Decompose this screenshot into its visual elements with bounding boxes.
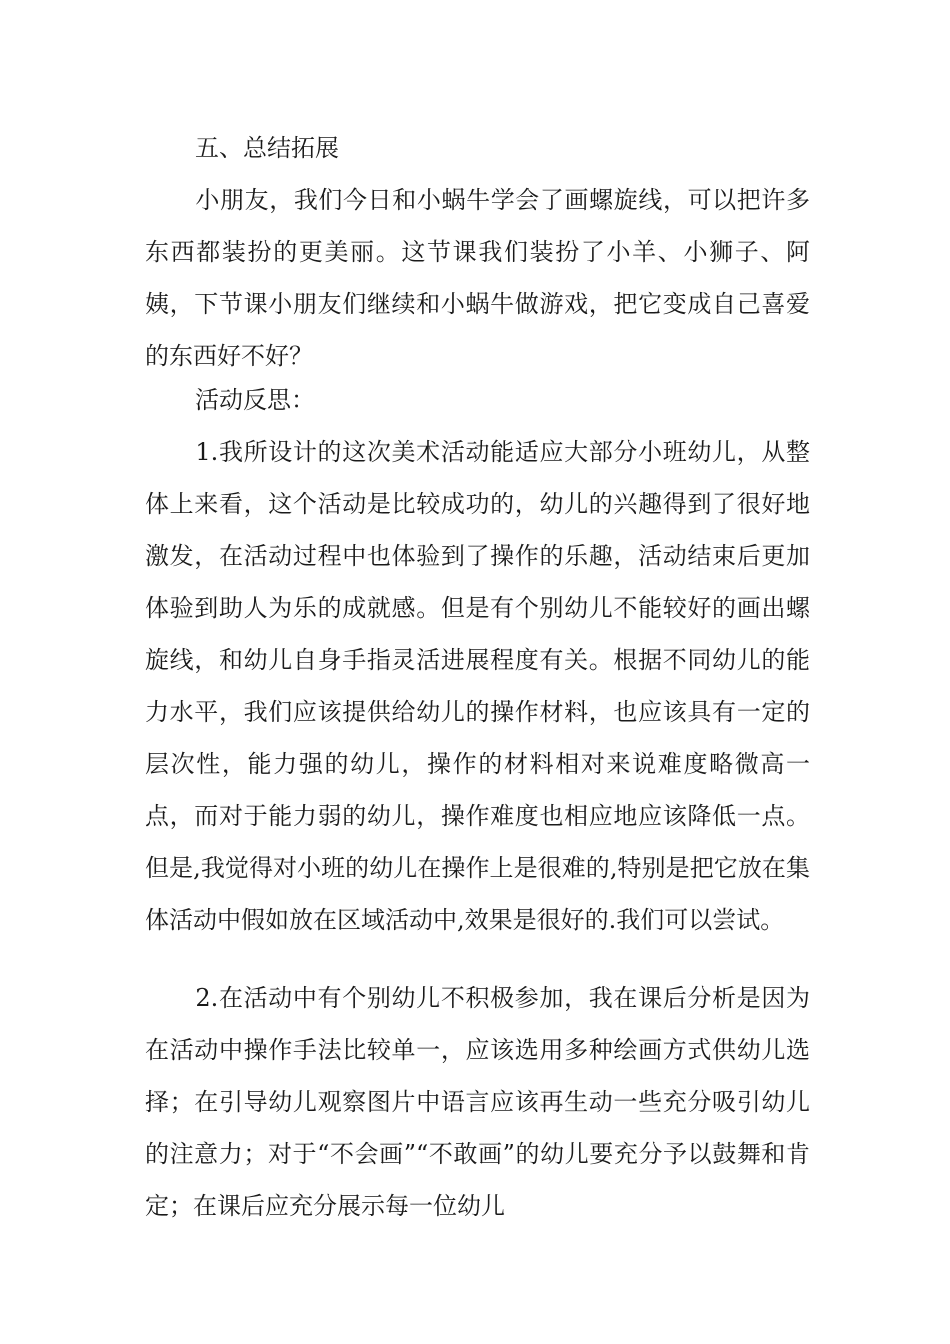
section-heading: 五、总结拓展 [195, 134, 339, 162]
summary-paragraph-text: 小朋友，我们今日和小蜗牛学会了画螺旋线，可以把许多东西都装扮的更美丽。这节课我们装扮了小羊、小狮子、阿姨，下节课小朋友们继续和小蜗牛做游戏，把它变成自己喜爱的东西好不好？ [145, 186, 810, 370]
reflection-heading: 活动反思： [195, 386, 315, 414]
summary-paragraph [145, 174, 810, 382]
reflection-paragraph-2 [145, 972, 810, 1232]
reflection-paragraph-1 [145, 426, 810, 946]
reflection-paragraph-1-text: 1.我所设计的这次美术活动能适应大部分小班幼儿，从整体上来看，这个活动是比较成功的，幼儿的兴趣得到了很好地激发，在活动过程中也体验到了操作的乐趣，活动结束后更加体验到助人为乐的成就感。但是有个别幼儿不能较好的画出螺旋线，和幼儿自身手指灵活进展程度有关。根据不同幼儿的能力水平，我们应该提供给幼儿的操作材料，也应该具有一定的层次性，能力强的幼儿，操作的材料相对来说难度略微高一点，而对于能力弱的幼儿，操作难度也相应地应该降低一点。但是,我觉得对小班的幼儿在操作上是很难的,特别是把它放在集体活动中假如放在区域活动中,效果是很好的.我们可以尝试。 [145, 438, 810, 934]
reflection-paragraph-2-text: 2.在活动中有个别幼儿不积极参加，我在课后分析是因为在活动中操作手法比较单一，应该选用多种绘画方式供幼儿选择；在引导幼儿观察图片中语言应该再生动一些充分吸引幼儿的注意力；对于“不会画”“不敢画”的幼儿要充分予以鼓舞和肯定；在课后应充分展示每一位幼儿 [145, 984, 810, 1220]
